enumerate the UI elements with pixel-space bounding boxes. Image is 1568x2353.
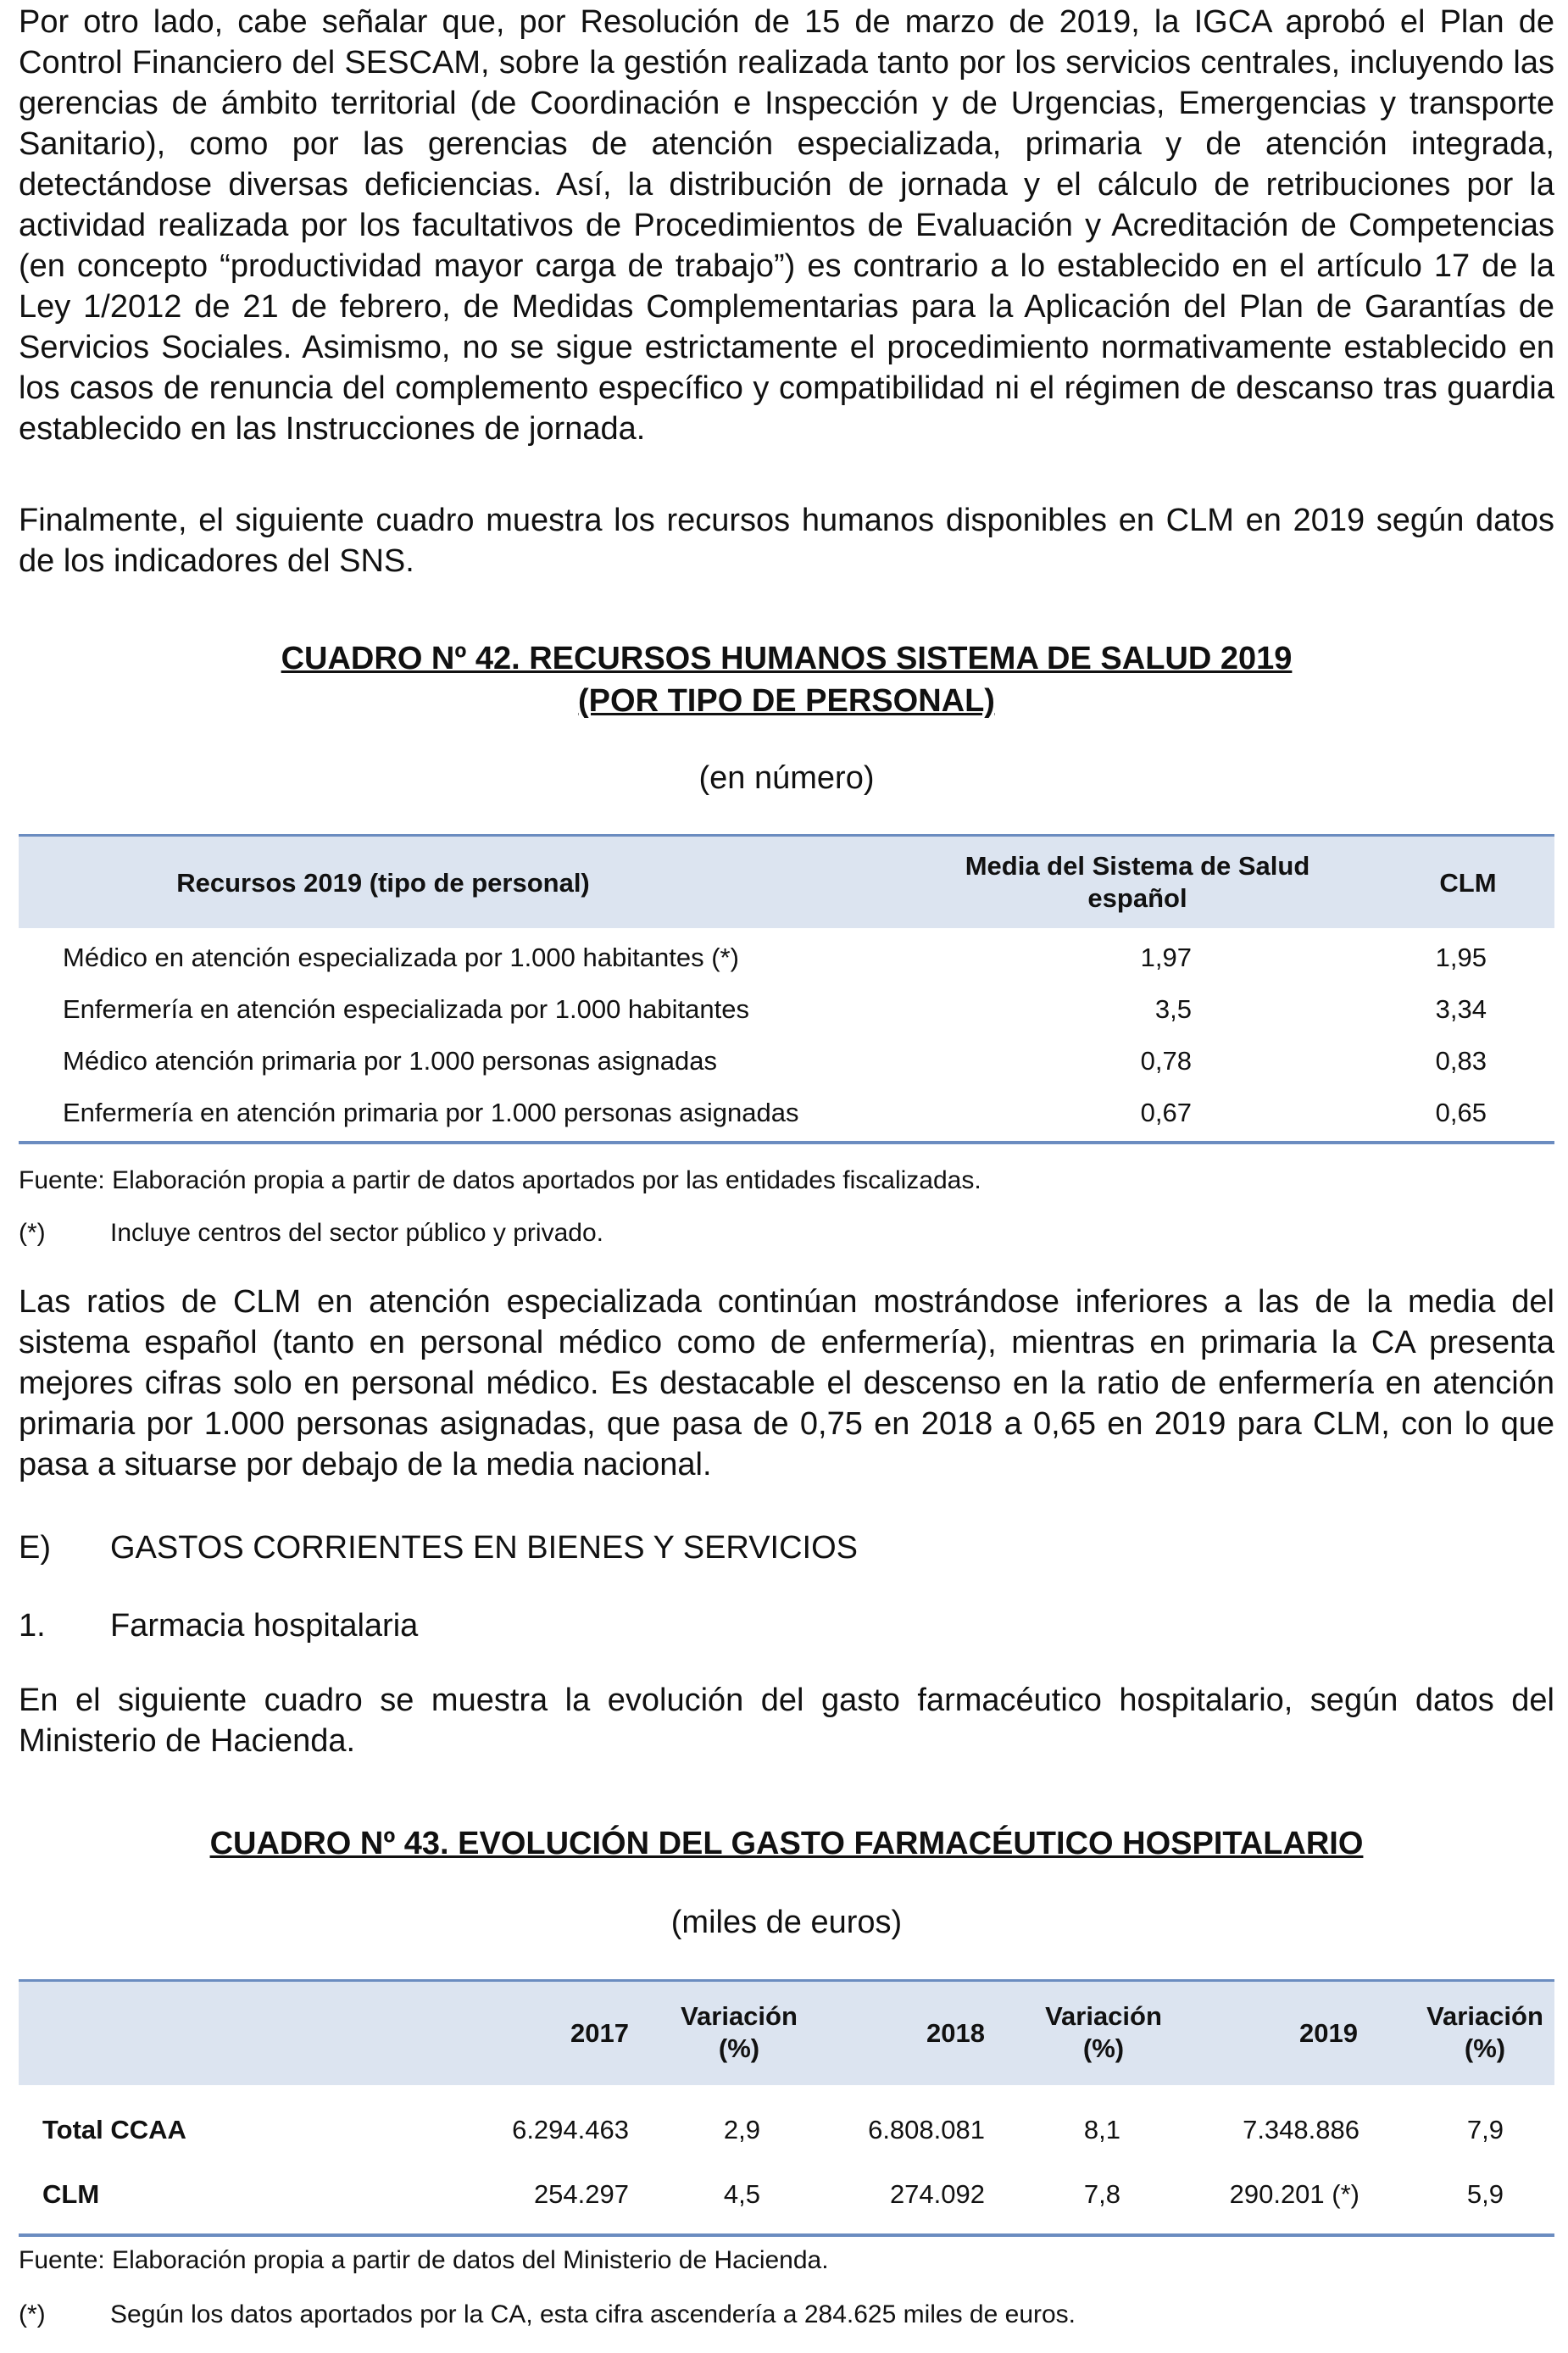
row-clm: 0,65 <box>1435 1098 1487 1127</box>
row-media: 0,78 <box>1140 1046 1192 1076</box>
cuadro42-header-media-line2: español <box>1087 883 1187 913</box>
subsection-heading-number: 1. <box>19 1608 46 1644</box>
row-2018: 6.808.081 <box>868 2115 985 2144</box>
row-label: Enfermería en atención especializada por 1.000 habitantes <box>63 994 749 1024</box>
cuadro42-header-row <box>19 834 1554 928</box>
footnote-mark: (*) <box>19 1219 46 1247</box>
cuadro42-header-recursos: Recursos 2019 (tipo de personal) <box>176 868 590 898</box>
row-media: 0,67 <box>1140 1098 1192 1127</box>
paragraph-gasto-intro: En el siguiente cuadro se muestra la evolución del gasto farmacéutico hospitalario, según datos del Ministerio de Hacienda. <box>19 1683 1554 1759</box>
footnote-text: Según los datos aportados por la CA, esta cifra ascendería a 284.625 miles de euros. <box>110 2300 1076 2328</box>
table-row <box>19 2162 1554 2227</box>
footnote-mark: (*) <box>19 2300 46 2328</box>
row-label: CLM <box>42 2179 100 2209</box>
cuadro42-header-media-line1: Media del Sistema de Salud <box>965 851 1310 881</box>
footnote-text: Incluye centros del sector público y privado. <box>110 1219 603 1247</box>
table-row <box>19 1087 1554 1138</box>
cuadro43-header-var3-line1: Variación <box>1426 2001 1543 2031</box>
row-clm: 1,95 <box>1435 943 1487 972</box>
row-2019: 290.201 (*) <box>1229 2179 1359 2209</box>
cuadro43-bottom-rule <box>19 2233 1554 2237</box>
row-var3: 5,9 <box>1466 2179 1504 2209</box>
row-label: Médico atención primaria por 1.000 personas asignadas <box>63 1046 718 1076</box>
cuadro43-unit: (miles de euros) <box>670 1905 903 1940</box>
cuadro42-header-clm: CLM <box>1439 868 1497 898</box>
row-label: Médico en atención especializada por 1.000 habitantes (*) <box>63 943 739 972</box>
row-2017: 254.297 <box>533 2179 629 2209</box>
cuadro43-header-var2-line1: Variación <box>1045 2001 1162 2031</box>
paragraph-control-financiero: Por otro lado, cabe señalar que, por Resolución de 15 de marzo de 2019, la IGCA aprobó el Plan de Control Financiero del SESCAM, sobre la gestión realizada tanto por los servicios centrales, incluyendo las gerencias de ámbito territorial (de Coordinación e Inspección y de Urgencias, Emergencias y transporte Sanitario), como por las gerencias de atención especializada, primaria y de atención integrada, detectándose diversas deficiencias. Así, la distribución de jornada y el cálculo de retribuciones por la actividad realizada por los facultativos de Procedimientos de Evaluación y Acreditación de Competencias (en concepto “productividad mayor carga de trabajo”) es contrario a lo establecido en el artículo 17 de la Ley 1/2012 de 21 de febrero, de Medidas Complementarias para la Aplicación del Plan de Garantías de Servicios Sociales. Asimismo, no se sigue estrictamente el procedimiento normativamente establecido en los casos de renuncia del complemento específico y compatibilidad ni el régimen de descanso tras guardia establecido en las Instrucciones de jornada. <box>19 4 1554 447</box>
cuadro42-unit: (en número) <box>698 760 875 796</box>
row-media: 3,5 <box>1154 994 1192 1024</box>
table-row <box>19 1036 1554 1087</box>
row-clm: 3,34 <box>1435 994 1487 1024</box>
cuadro43-header-var2-line2: (%) <box>1082 2033 1125 2063</box>
row-var2: 8,1 <box>1083 2115 1120 2144</box>
row-2019: 7.348.886 <box>1243 2115 1359 2144</box>
cuadro42-title-line1: CUADRO Nº 42. RECURSOS HUMANOS SISTEMA DE SALUD 2019 <box>281 641 1293 676</box>
cuadro42-title-line2: (POR TIPO DE PERSONAL) <box>578 683 995 719</box>
cuadro43-header-row <box>19 1979 1554 2085</box>
row-2018: 274.092 <box>889 2179 985 2209</box>
subsection-heading-text: Farmacia hospitalaria <box>110 1608 419 1644</box>
row-label: Total CCAA <box>42 2115 186 2144</box>
cuadro43-source: Fuente: Elaboración propia a partir de datos del Ministerio de Hacienda. <box>19 2246 829 2274</box>
row-var3: 7,9 <box>1466 2115 1504 2144</box>
row-var2: 7,8 <box>1083 2179 1120 2209</box>
cuadro42-title <box>19 637 1554 722</box>
row-var1: 4,5 <box>723 2179 760 2209</box>
section-heading-text: GASTOS CORRIENTES EN BIENES Y SERVICIOS <box>110 1530 858 1566</box>
cuadro42-bottom-rule <box>19 1141 1554 1144</box>
cuadro42-header-media <box>900 850 1375 915</box>
table-row <box>19 932 1554 983</box>
table-row <box>19 2098 1554 2162</box>
table-row <box>19 984 1554 1035</box>
cuadro42-source: Fuente: Elaboración propia a partir de datos aportados por las entidades fiscalizadas. <box>19 1166 981 1194</box>
cuadro43-header-var1-line1: Variación <box>681 2001 798 2031</box>
paragraph-ratios-clm: Las ratios de CLM en atención especializada continúan mostrándose inferiores a las de la media del sistema español (tanto en personal médico como de enfermería), mientras en primaria la CA presenta mejores cifras solo en personal médico. Es destacable el descenso en la ratio de enfermería en atención primaria por 1.000 personas asignadas, que pasa de 0,75 en 2018 a 0,65 en 2019 para CLM, con lo que pasa a situarse por debajo de la media nacional. <box>19 1284 1554 1482</box>
cuadro43-header-var3-line2: (%) <box>1464 2033 1506 2063</box>
section-heading-number: E) <box>19 1530 51 1566</box>
cuadro43-header-var2 <box>1010 2000 1197 2065</box>
cuadro43-header-2018: 2018 <box>926 2018 985 2048</box>
row-label: Enfermería en atención primaria por 1.000 personas asignadas <box>63 1098 799 1127</box>
row-2017: 6.294.463 <box>512 2115 629 2144</box>
row-media: 1,97 <box>1140 943 1192 972</box>
cuadro43-header-var1-line2: (%) <box>718 2033 760 2063</box>
cuadro43-header-var3 <box>1392 2000 1568 2065</box>
cuadro43-header-var1 <box>646 2000 832 2065</box>
cuadro43-header-2017: 2017 <box>570 2018 629 2048</box>
row-var1: 2,9 <box>723 2115 760 2144</box>
cuadro43-title: CUADRO Nº 43. EVOLUCIÓN DEL GASTO FARMACÉUTICO HOSPITALARIO <box>209 1826 1364 1861</box>
cuadro43-header-2019: 2019 <box>1299 2018 1358 2048</box>
row-clm: 0,83 <box>1435 1046 1487 1076</box>
paragraph-recursos-intro: Finalmente, el siguiente cuadro muestra los recursos humanos disponibles en CLM en 2019 según datos de los indicadores del SNS. <box>19 503 1554 579</box>
